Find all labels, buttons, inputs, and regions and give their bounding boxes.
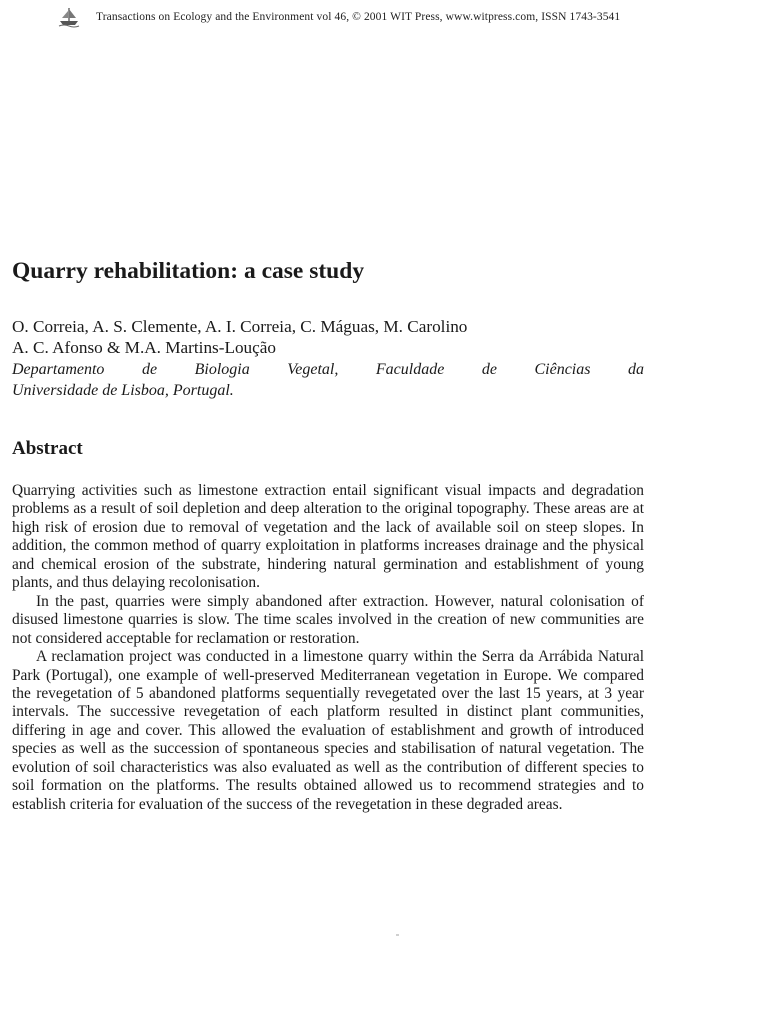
abstract-body — [12, 482, 644, 814]
ship-logo-icon — [58, 6, 80, 28]
abstract-paragraph: A reclamation project was conducted in a limestone quarry within the Serra da Arrábida Natural Park (Portugal), one example of well-preserved Mediterranean vegetation in Europe. We compared the revegetation of 5 abandoned platforms sequentially revegetated over the last 15 years, at 3 year intervals. The successive revegetation of each platform resulted in distinct plant communities, differing in age and cover. This allowed the evaluation of establishment and growth of introduced species as well as the succession of spontaneous species and stabilisation of natural vegetation. The evolution of soil characteristics was also evaluated as well as the contribution of different species to soil formation on the platforms. The results obtained allowed us to recommend strategies and to establish criteria for evaluation of the success of the revegetation in these degraded areas. — [12, 648, 644, 813]
affiliation-line: Departamento de Biologia Vegetal, Faculdade de Ciências da — [12, 361, 644, 378]
paper-title: Quarry rehabilitation: a case study — [12, 258, 365, 284]
authors-line: O. Correia, A. S. Clemente, A. I. Correia, C. Máguas, M. Carolino — [12, 317, 468, 336]
journal-citation: Transactions on Ecology and the Environment vol 46, © 2001 WIT Press, www.witpress.com, ISSN 1743-3541 — [96, 11, 621, 23]
affiliation-line: Universidade de Lisboa, Portugal. — [12, 382, 234, 399]
affiliation — [12, 359, 644, 401]
author-list — [12, 316, 644, 358]
page-header — [58, 4, 758, 30]
authors-line: A. C. Afonso & M.A. Martins-Loução — [12, 338, 276, 357]
abstract-paragraph: In the past, quarries were simply abandoned after extraction. However, natural colonisation of disused limestone quarries is slow. The time scales involved in the creation of new communities are not considered acceptable for reclamation or restoration. — [12, 592, 644, 647]
abstract-paragraph: Quarrying activities such as limestone extraction entail significant visual impacts and degradation problems as a result of soil depletion and deep alteration to the original topography. These areas are at high risk of erosion due to removal of vegetation and the lack of available soil on steep slopes. In addition, the common method of quarry exploitation in platforms increases drainage and the physical and chemical erosion of the substrate, hindering natural germination and establishment of young plants, and thus delaying recolonisation. — [12, 482, 644, 592]
abstract-heading: Abstract — [12, 438, 83, 459]
scan-speck — [396, 934, 399, 936]
